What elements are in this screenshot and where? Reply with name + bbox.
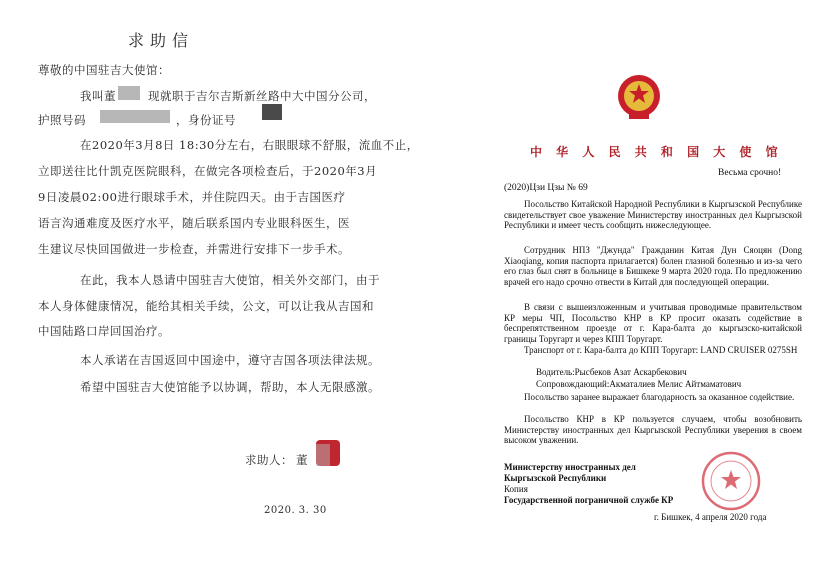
- addressee-line: Государственной пограничной службе КР: [504, 495, 674, 505]
- letter-line: 本人承诺在吉国返回中国途中，遵守吉国各项法律法规。: [80, 353, 380, 367]
- redaction-block: [118, 86, 140, 100]
- letter-line: 生建议尽快回国做进一步检查，并需进行安排下一步手术。: [38, 242, 350, 256]
- diplomatic-note: [440, 0, 826, 562]
- letter-line: 在2020年3月8日 18:30分左右，右眼眼球不舒服，流血不止，: [80, 138, 419, 152]
- official-seal-icon: [700, 450, 762, 512]
- letter-line: 中国陆路口岸回国治疗。: [38, 324, 170, 338]
- redaction-block: [100, 110, 170, 123]
- addressee-line: Министерству иностранных дел: [504, 462, 636, 472]
- letter-line: ，身份证号: [176, 113, 236, 127]
- signature-name: 董: [296, 453, 308, 467]
- letter-line: 立即送往比什凯克医院眼科，在做完各项检查后，于2020年3月: [38, 164, 378, 178]
- paragraph: В связи с вышеизложенным и учитывая проводимые правительством КР меры ЧП, Посольство КНР в КР просит оказать содействие в беспрепятственном проезде от г. Кара-балта до кыргызско-китайской границы Торугарт и через КПП Торугарт.: [504, 302, 802, 344]
- letter-date: 2020. 3. 30: [264, 505, 327, 516]
- redaction-block: [316, 444, 330, 466]
- copy-label: Копия: [504, 484, 528, 494]
- letter-line: 在此，我本人恳请中国驻吉大使馆，相关外交部门，由于: [80, 273, 380, 287]
- letter-line: 现就职于吉尔吉斯新丝路中大中国分公司，: [148, 89, 376, 103]
- escort-line: Сопровождающий:Акматалиев Мелис Айтмаматович: [536, 379, 742, 389]
- letter-line: 希望中国驻吉大使馆能予以协调，帮助，本人无限感激。: [80, 380, 380, 394]
- paragraph: Посольство КНР в КР пользуется случаем, чтобы возобновить Министерству иностранных дел Кыргызской Республики уверения в своем высоком уважении.: [504, 414, 802, 445]
- paragraph: Транспорт от г. Кара-балта до КПП Торугарт: LAND CRUISER 0275SH: [524, 345, 798, 355]
- letter-line: 语言沟通难度及医疗水平，随后联系国内专业眼科医生，医: [38, 216, 350, 230]
- paragraph: Посольство Китайской Народной Республики в Кыргызской Республике свидетельствует свое уважение Министерству иностранных дел Кыргызской Республики и имеет честь сообщить нижеследующее.: [504, 199, 802, 230]
- place-date: г. Бишкек, 4 апреля 2020 года: [654, 512, 767, 522]
- driver-line: Водитель:Рысбеков Азат Аскарбекович: [536, 367, 687, 377]
- reference-number: (2020)Цзи Цзы № 69: [504, 183, 588, 193]
- letter-line: 护照号码: [38, 113, 86, 127]
- salutation: 尊敬的中国驻吉大使馆：: [38, 63, 170, 77]
- addressee-line: Кыргызской Республики: [504, 473, 607, 483]
- redaction-block: [262, 104, 282, 120]
- urgent-label: Весьма срочно!: [718, 168, 782, 178]
- paragraph: Сотрудник НПЗ "Джунда" Гражданин Китая Дун Сяоцян (Dong Xiaoqiang, копия паспорта прилагается) болен глазной болезнью и из-за чего его глаз был снят в больнице в Бишкеке 9 марта 2020 года. По предложению врачей его надо срочно отвести в Китай для последующей операции.: [504, 245, 802, 287]
- national-emblem-icon: [615, 72, 663, 122]
- letter-line: 本人身体健康情况，能给其相关手续，公文，可以让我从吉国和: [38, 299, 374, 313]
- letter-title: 求助信: [128, 31, 195, 50]
- signature-label: 求助人：: [245, 453, 293, 467]
- letter-line: 我叫董: [80, 89, 116, 103]
- letter-line: 9日凌晨02:00进行眼球手术，并住院四天。由于吉国医疗: [38, 190, 346, 204]
- paragraph: Посольство заранее выражает благодарность за оказанное содействие.: [524, 392, 795, 402]
- embassy-heading: 中 华 人 民 共 和 国 大 使 馆: [530, 145, 783, 159]
